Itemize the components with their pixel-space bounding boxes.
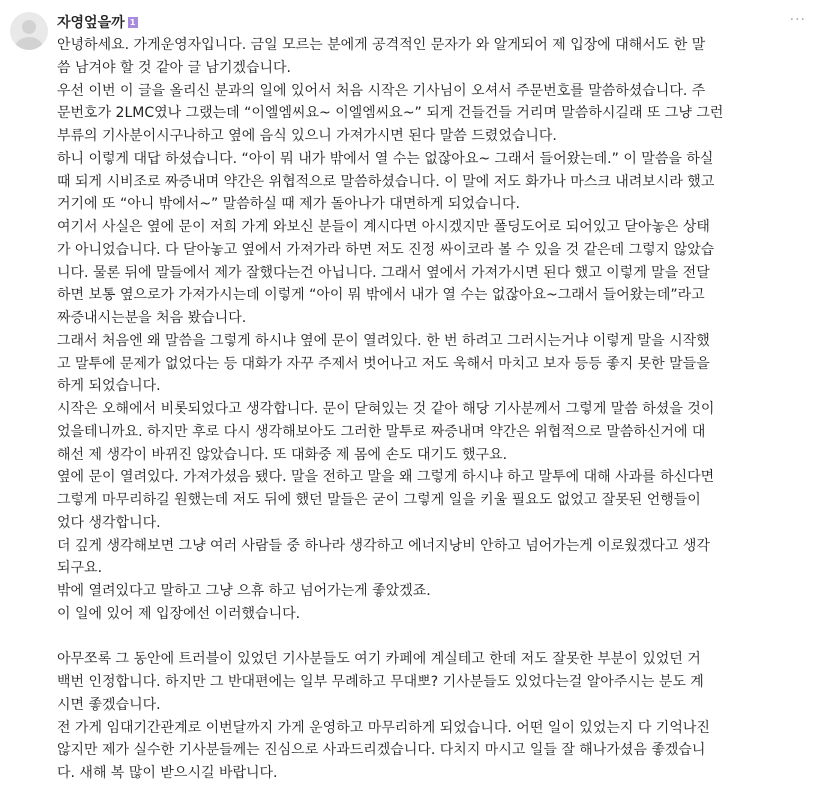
avatar[interactable] xyxy=(10,12,48,50)
comment-text-line: 해선 제 생각이 바뀌진 않았습니다. 또 대화중 제 몸에 손도 대기도 했구요. xyxy=(57,446,508,463)
comment-text-line: 다. 새해 복 많이 받으시길 바랍니다. xyxy=(57,765,278,781)
comment-text-line: 여기서 사실은 옆에 문이 저희 가게 와보신 분들이 계시다면 아시겠지만 폴딩도어로 되어있고 닫아놓은 상태 xyxy=(57,219,710,235)
comment-text-line: 짜증내시는분을 처음 봤습니다. xyxy=(57,310,247,326)
comment-text-line: 그렇게 마무리하길 원했는데 저도 뒤에 했던 말들은 굳이 그렇게 일을 키울 필요도 없었고 잘못된 언행들이 xyxy=(57,492,701,508)
comment-text-line: 옆에 문이 열려있다. 가져가셨음 됐다. 말을 전하고 말을 왜 그렇게 하시냐 하고 말투에 대해 사과를 하신다면 xyxy=(57,469,715,486)
avatar-head-shape xyxy=(22,20,36,34)
comment-text-line: 하니 이렇게 대답 하셨습니다. “아이 뭐 내가 밖에서 열 수는 없잖아요~ 그래서 들어왔는데.” 이 말씀을 하실 xyxy=(57,150,714,167)
more-horizontal-icon[interactable]: ··· xyxy=(789,12,806,28)
comment-text-line: 전 가게 임대기간관계로 이번달까지 가게 운영하고 마무리하게 되었습니다. 어떤 일이 있었는지 다 기억나진 xyxy=(57,719,710,736)
comment-text-line: 하게 되었습니다. xyxy=(57,378,161,395)
comment-text-line: 부류의 기사분이시구나하고 옆에 음식 있으니 가져가시면 된다 말씀 드렸었습니다. xyxy=(57,128,557,144)
comment-text-line: 되구요. xyxy=(57,560,103,577)
comment-text-line: 밖에 열려있다고 말하고 그냥 으휴 하고 넘어가는게 좋았겠죠. xyxy=(57,583,431,599)
comment-text-line: 거기에 또 “아니 밖에서~” 말씀하실 때 제가 돌아나가 대면하게 되었습니다. xyxy=(57,196,520,213)
comment-body xyxy=(57,34,723,785)
comment-text-line: 때 되게 시비조로 짜증내며 약간은 위협적으로 말씀하셨습니다. 이 말에 저도 화가나 마스크 내려보시라 했고 xyxy=(57,173,715,190)
member-level-badge: 1 xyxy=(128,17,138,28)
comment-text-line: 고 말투에 문제가 없었다는 등 대화가 자꾸 주제서 벗어나고 저도 욱해서 마치고 보자 등등 좋지 못한 말들을 xyxy=(57,355,710,372)
comment-author xyxy=(57,12,138,32)
comment-text-line: 더 깊게 생각해보면 그냥 여러 사람들 중 하나라 생각하고 에너지낭비 안하고 넘어가는게 이로웠겠다고 생각 xyxy=(57,537,710,554)
comment-text-line: 니다. 물론 뒤에 말들에서 제가 잘했다는건 아닙니다. 그래서 옆에서 가져가시면 된다 했고 이렇게 말을 전달 xyxy=(57,264,710,281)
comment-text-line: 안녕하세요. 가게운영자입니다. 금일 모르는 분에게 공격적인 문자가 와 알게되어 제 입장에 대해서도 한 말 xyxy=(57,37,706,53)
comment-text-line: 씀 남겨야 할 것 같아 글 남기겠습니다. xyxy=(57,59,292,76)
comment-text-line: 않지만 제가 실수한 기사분들께는 진심으로 사과드리겠습니다. 다치지 마시고 일들 잘 해나가셨음 좋겠습니 xyxy=(57,742,706,759)
comment-text-line: 시작은 오해에서 비롯되었다고 생각합니다. 문이 닫혀있는 것 같아 해당 기사분께서 그렇게 말씀 하셨을 것이 xyxy=(57,401,715,417)
comment-text-line: 문번호가 2LMC였나 그랬는데 “이엘엠씨요~ 이엘엠씨요~” 되게 건들건들 거리며 말씀하시길래 또 그냥 그런 xyxy=(57,105,724,122)
author-name[interactable]: 자영엎을까 xyxy=(57,15,125,31)
comment-text-line xyxy=(57,626,723,649)
comment-text-line: 가 아니었습니다. 다 닫아놓고 옆에서 가져가라 하면 저도 진정 싸이코라 볼 수 있을 것 같은데 그렇지 않았습 xyxy=(57,241,715,258)
comment-text-line: 우선 이번 이 글을 올리신 분과의 일에 있어서 처음 시작은 기사님이 오셔서 주문번호를 말씀하셨습니다. 주 xyxy=(57,82,706,99)
comment-text-line: 그래서 처음엔 왜 말씀을 그렇게 하시냐 옆에 문이 열려있다. 한 번 하려고 그러시는거냐 이렇게 말을 시작했 xyxy=(57,332,710,349)
comment-text-line: 이 일에 있어 제 입장에선 이러했습니다. xyxy=(57,605,301,622)
comment-text-line: 백번 인정합니다. 하지만 그 반대편에는 일부 무례하고 무대뽀? 기사분들도 있었다는걸 알아주시는 분도 계 xyxy=(57,674,704,690)
avatar-body-shape xyxy=(15,37,43,50)
comment-text-line: 아무쪼록 그 동안에 트러블이 있었던 기사분들도 여기 카페에 계실테고 한데 저도 잘못한 부분이 있었던 거 xyxy=(57,651,701,668)
comment-text-line: 었다 생각합니다. xyxy=(57,514,161,531)
comment-text-line: 하면 보통 옆으로가 가져가시는데 이렇게 “아이 뭐 밖에서 내가 열 수는 없잖아요~그래서 들어왔는데”라고 xyxy=(57,287,705,304)
comment-text-line: 시면 좋겠습니다. xyxy=(57,696,161,713)
comment-text-line: 었을테니까요. 하지만 후로 다시 생각해보아도 그러한 말투로 짜증내며 약간은 위협적으로 말씀하신거에 대 xyxy=(57,423,706,440)
